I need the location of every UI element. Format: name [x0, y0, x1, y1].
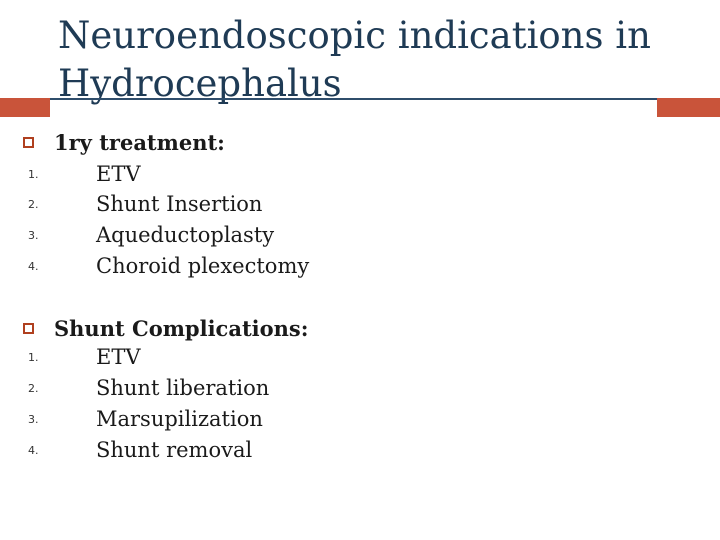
- list-number: 3.: [28, 412, 39, 426]
- list-item-text: ETV: [96, 162, 141, 186]
- section-heading-text: 1ry treatment:: [54, 129, 225, 155]
- list-item-text: Shunt removal: [96, 438, 253, 462]
- list-item: [28, 373, 269, 403]
- section-heading-text: Shunt Complications:: [54, 315, 309, 341]
- section-heading-complications: [22, 313, 308, 343]
- list-item-text: Aqueductoplasty: [96, 223, 275, 247]
- list-item: [28, 189, 262, 219]
- divider-accent-right: [657, 98, 720, 117]
- square-bullet-icon: [23, 323, 34, 334]
- list-number: 1.: [28, 167, 39, 181]
- list-number: 4.: [28, 443, 39, 457]
- list-item: [28, 220, 274, 250]
- title-divider: [0, 98, 720, 117]
- list-number: 2.: [28, 381, 39, 395]
- list-item-text: Shunt liberation: [96, 376, 270, 400]
- slide-title: [58, 12, 698, 108]
- list-number: 2.: [28, 197, 39, 211]
- accent-bar-right: [657, 98, 720, 117]
- section-heading-primary: [22, 127, 225, 157]
- list-item: [28, 159, 141, 189]
- list-number: 3.: [28, 228, 39, 242]
- list-number: 4.: [28, 259, 39, 273]
- list-item: [28, 404, 263, 434]
- square-bullet-icon: [23, 137, 34, 148]
- title-line-2: Hydrocephalus: [58, 62, 342, 105]
- list-item-text: Choroid plexectomy: [96, 254, 310, 278]
- list-item: [28, 435, 252, 465]
- list-number: 1.: [28, 350, 39, 364]
- accent-bar-left: [0, 98, 50, 117]
- list-item-text: ETV: [96, 345, 141, 369]
- title-line-1: Neuroendoscopic indications in: [58, 14, 651, 57]
- divider-accent-left: [0, 98, 50, 117]
- list-item-text: Shunt Insertion: [96, 192, 263, 216]
- list-item: [28, 251, 309, 281]
- list-item-text: Marsupilization: [96, 407, 263, 431]
- list-item: [28, 342, 141, 372]
